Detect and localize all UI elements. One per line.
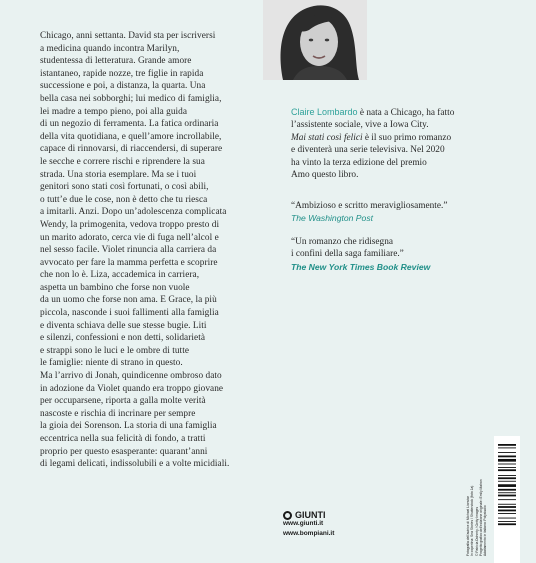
synopsis-line: lei madre a tempo pieno, poi alla guida: [40, 106, 188, 117]
barcode-bar: [498, 444, 516, 446]
barcode-bar: [498, 452, 516, 453]
synopsis-line: strada. Una storia esemplare. Ma se i tuoi: [40, 169, 197, 180]
barcode-bar: [498, 464, 516, 465]
barcode-bar: [498, 459, 516, 462]
barcode-bar: [498, 467, 516, 468]
barcode-bar: [498, 489, 516, 491]
synopsis-line: successione e poi, a distanza, la quarta. Una: [40, 81, 206, 92]
barcode-bar: [498, 481, 516, 482]
review-quote-washington-post: “Ambizioso e scritto meravigliosamente.” The Washington Post: [291, 200, 501, 225]
barcode-bar: [498, 513, 516, 514]
barcode-bar: [498, 521, 516, 522]
synopsis-line: bella casa nei sobborghi; lui medico di famiglia,: [40, 93, 222, 104]
publisher-logo: GIUNTI: [283, 510, 326, 520]
synopsis-line: istantaneo, rapide nozze, tre figlie in rapida: [40, 68, 204, 79]
synopsis-line: che non lo è. Liza, accademica in carriera,: [40, 270, 200, 281]
barcode-bar: [498, 506, 516, 508]
synopsis-line: le famiglie: niente di strano in questo.: [40, 358, 183, 369]
barcode-bar: [498, 469, 516, 471]
barcode-bar: [498, 475, 516, 476]
synopsis-line: studentessa di letteratura. Grande amore: [40, 56, 192, 67]
synopsis-line: Chicago, anni settanta. David sta per iscriversi: [40, 31, 216, 41]
barcode-bar: [498, 495, 516, 497]
synopsis-line: e silenzi, confessioni e non detti, solidarietà: [40, 333, 205, 344]
synopsis-line: proprio per questo esasperante: quarant’anni: [40, 446, 208, 457]
synopsis-line: un marito adorato, cerca vie di fuga nell’alcol e: [40, 232, 219, 243]
synopsis-line: Ma l’arrivo di Jonah, quindicenne ombroso dato: [40, 371, 222, 382]
author-photo: [263, 0, 367, 80]
synopsis-text: [40, 30, 260, 471]
barcode-bar: [498, 484, 516, 487]
synopsis-line: da un uomo che forse non ama. E Grace, la più: [40, 295, 217, 306]
synopsis-line: genitori sono stati così fortunati, o così abili,: [40, 182, 209, 193]
synopsis-line: le secche e correre rischi e riprendere la sua: [40, 156, 205, 167]
synopsis-line: aspetta un bambino che forse non vuole: [40, 282, 190, 293]
synopsis-line: e diventa schiava delle sue stesse bugie. Liti: [40, 320, 207, 331]
synopsis-line: in adozione da Violet quando era troppo giovane: [40, 383, 224, 394]
author-bio: Claire Lombardo è nata a Chicago, ha fatto l’assistente sociale, vive a Iowa City. Mai stati così felici è il suo primo romanzo e diventerà una serie televisiva. Nel 2020 ha vinto la terza edizione del premio Amo questo libro.: [291, 107, 455, 181]
book-title: Mai stati così felici: [291, 132, 363, 143]
quote-source: The Washington Post: [291, 213, 374, 224]
synopsis-line: piccola, nasconde i suoi fallimenti alla famiglia: [40, 308, 219, 319]
barcode-bar: [498, 456, 516, 458]
barcode-bar: [498, 499, 516, 500]
barcode-bar: [498, 447, 516, 448]
synopsis-line: eccentrica nella sua felicità di fondo, a tratti: [40, 434, 206, 444]
synopsis-line: della vita quotidiana, e quell’amore incrollabile,: [40, 131, 222, 142]
barcode-bar: [498, 492, 516, 493]
synopsis-line: per occuparsene, riporta a galla molte verità: [40, 396, 206, 407]
synopsis-line: e strappi sono le luci e le ombre di tutte: [40, 345, 190, 356]
barcode-bar: [498, 523, 516, 525]
synopsis-line: a medicina quando incontra Marilyn,: [40, 43, 180, 54]
barcode-bar: [498, 510, 516, 512]
synopsis-line: nascoste e rischia di incrinare per sempre: [40, 408, 196, 419]
barcode-bar: [498, 518, 516, 519]
synopsis-line: avvocato per fare la mamma perfetta e scoprire: [40, 257, 218, 268]
synopsis-line: Wendy, la primogenita, vedova troppo presto di: [40, 219, 220, 230]
image-credits: Fotografia dell’autrice di Michael Lionstar In copertina: Sea Stories / Shutterstock (foto 1a) © Patricia Doherty / Getty Images Progetto grafico dell’edizione originale: Emily Mahon Adattamento in italiano: Polystudio: [466, 479, 488, 556]
author-name: Claire Lombardo: [291, 107, 358, 117]
review-quote-nyt: “Un romanzo che ridisegna i confini della saga familiare.” The New York Times Book Review: [291, 236, 501, 273]
synopsis-line: di legami delicati, indissolubili e a volte micidiali.: [40, 459, 230, 470]
barcode: [494, 436, 520, 563]
website-link[interactable]: www.giunti.it: [283, 520, 324, 527]
synopsis-line: di un negozio di ferramenta. La fatica ordinaria: [40, 119, 219, 130]
synopsis-line: a imitarli. Anzi. Dopo un’adolescenza complicata: [40, 207, 227, 218]
quote-source: The New York Times Book Review: [291, 261, 431, 272]
synopsis-line: nel sesso facile. Violet rinuncia alla carriera da: [40, 245, 217, 256]
barcode-bar: [498, 477, 516, 479]
synopsis-line: la gioia dei Sorenson. La storia di una famiglia: [40, 421, 217, 432]
synopsis-line: capace di rinnovarsi, di riaccendersi, di superare: [40, 144, 223, 155]
publisher-websites: [283, 519, 334, 539]
synopsis-line: o tutt’e due le cose, non è detto che tu riesca: [40, 194, 208, 205]
website-link[interactable]: www.bompiani.it: [283, 530, 335, 537]
barcode-bar: [498, 504, 516, 505]
